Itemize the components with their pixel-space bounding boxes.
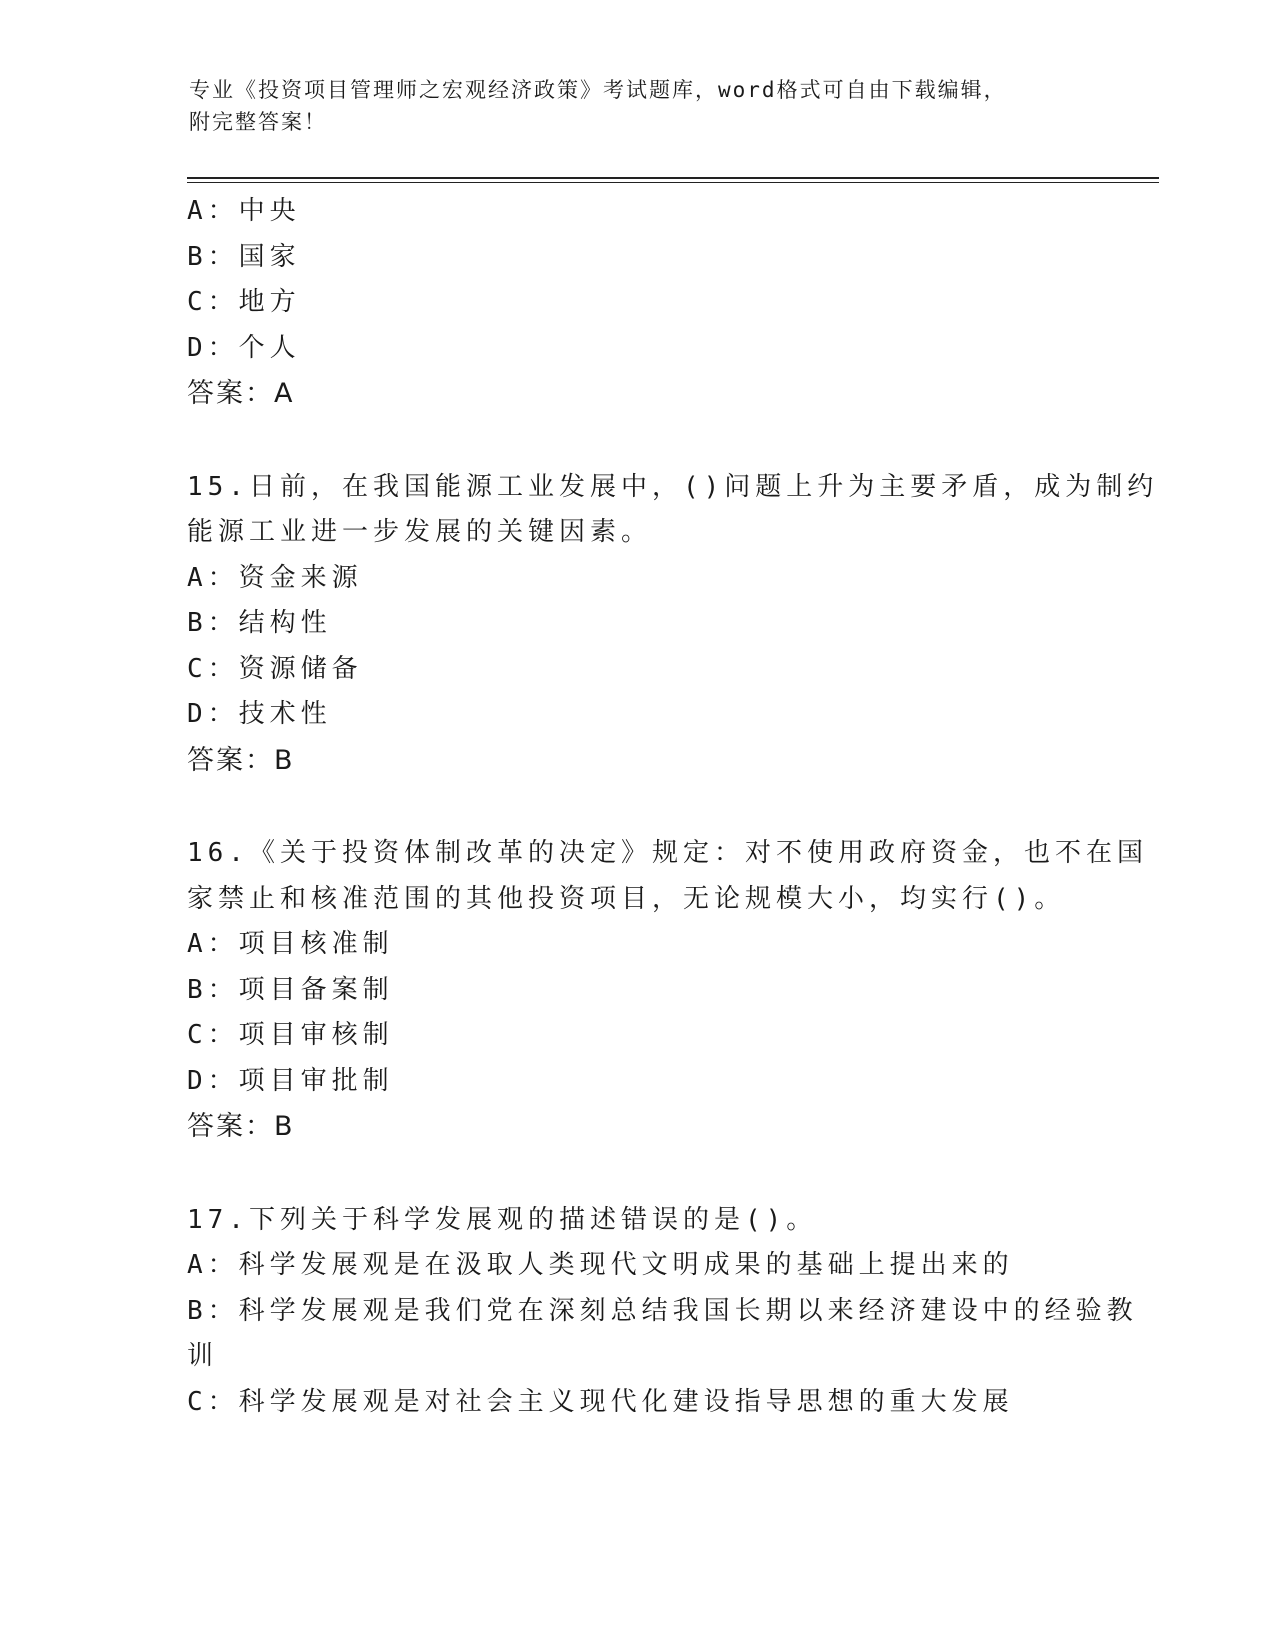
- document-header: [189, 74, 1069, 138]
- option-d: D：技术性: [187, 699, 332, 729]
- option-d: D：个人: [187, 332, 301, 363]
- option-b-line-1: B：科学发展观是我们党在深刻总结我国长期以来经济建设中的经验教: [187, 1295, 1138, 1326]
- option-c: C：科学发展观是对社会主义现代化建设指导思想的重大发展: [187, 1386, 1014, 1417]
- question-stem-line-1: 16.《关于投资体制改革的决定》规定：对不使用政府资金，也不在国: [187, 838, 1148, 868]
- answer-line: 答案：B: [187, 1111, 295, 1142]
- question-stem-line-2: 家禁止和核准范围的其他投资项目，无论规模大小，均实行()。: [187, 883, 1066, 914]
- option-a: A：资金来源: [187, 562, 363, 593]
- option-c: C：资源储备: [187, 653, 363, 684]
- option-b: B：国家: [187, 241, 301, 272]
- option-c: C：项目审核制: [187, 1020, 394, 1050]
- question-stem-line-1: 17.下列关于科学发展观的描述错误的是()。: [187, 1204, 818, 1235]
- header-rule-thick: [187, 177, 1159, 179]
- question-spacer: [187, 1150, 1087, 1198]
- question-list: [187, 189, 1159, 1425]
- question-stem-line-2: 能源工业进一步发展的关键因素。: [187, 517, 653, 547]
- option-c: C：地方: [187, 287, 301, 317]
- question-spacer: [187, 417, 1087, 465]
- option-a: A：中央: [187, 196, 301, 226]
- question-14: [187, 189, 1087, 417]
- question-16: [187, 831, 1148, 1150]
- option-b-line-2: 训: [187, 1341, 219, 1371]
- option-d: D：项目审批制: [187, 1065, 394, 1096]
- option-a: A：科学发展观是在汲取人类现代文明成果的基础上提出来的: [187, 1250, 1014, 1280]
- answer-line: 答案：A: [187, 378, 295, 409]
- option-a: A：项目核准制: [187, 929, 394, 959]
- header-line-2: 附完整答案！: [189, 110, 327, 134]
- option-b: B：项目备案制: [187, 974, 394, 1005]
- question-15: [187, 465, 1159, 784]
- header-line-1: 专业《投资项目管理师之宏观经济政策》考试题库，word格式可自由下载编辑，: [189, 78, 1007, 102]
- question-spacer: [187, 783, 1087, 831]
- header-rule-thin: [187, 182, 1159, 183]
- answer-line: 答案：B: [187, 744, 295, 776]
- option-b: B：结构性: [187, 608, 332, 638]
- question-17: [187, 1198, 1138, 1426]
- question-stem-line-1: 15.日前，在我国能源工业发展中，()问题上升为主要矛盾，成为制约: [187, 471, 1159, 502]
